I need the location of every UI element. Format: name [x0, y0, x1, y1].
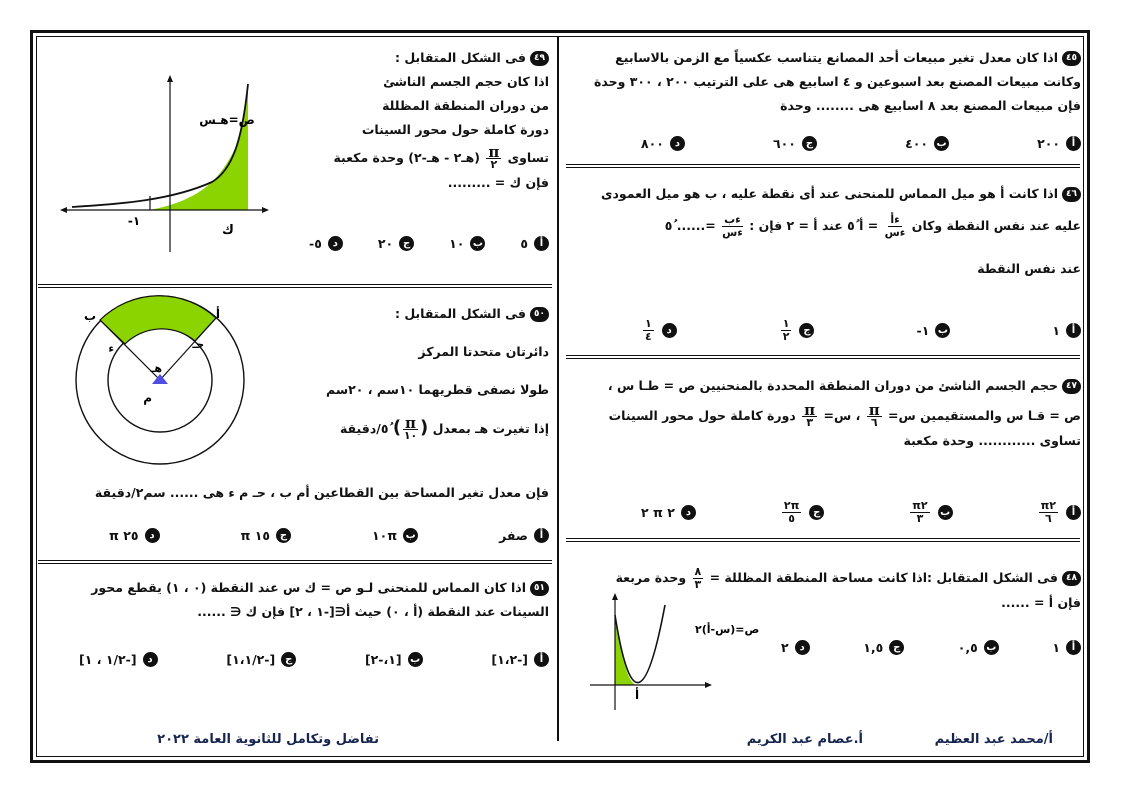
- minus-one-label: ١-: [127, 214, 141, 228]
- curve-label: ص=(س-أ)٢: [695, 623, 760, 636]
- k-label: ك: [222, 223, 234, 238]
- divider: [566, 164, 1080, 168]
- divider: [38, 284, 552, 288]
- option-d[interactable]: د ٥-: [309, 236, 343, 251]
- option-d[interactable]: د $\frac{١}{٤}$: [641, 318, 677, 343]
- option-b[interactable]: ب $\frac{\pi ٢}{٣}$: [908, 500, 952, 525]
- divider: [566, 355, 1080, 359]
- x-arrow: [705, 682, 712, 688]
- option-d[interactable]: د ٢٥ π: [109, 528, 160, 543]
- option-c[interactable]: ج $\frac{١}{٢}$: [779, 318, 815, 343]
- label-a: أ: [215, 307, 220, 321]
- option-c[interactable]: ج $\frac{٢\pi}{٥}$: [780, 500, 824, 525]
- question-45: ٤٥اذا كان معدل تغير مبيعات أحد المصانع يتناسب عكسياً مع الزمن بالاسابيع وكانت مبيعات المصنع بعد اسبوعين و ٤ اسابيع هى على الترتيب ٢٠٠ ، ٣٠٠ وحدة فإن مبيعات المصنع بعد ٨ اسابيع هى ........ وحدة: [594, 50, 1081, 113]
- option-a[interactable]: أ [-١،٢]: [491, 652, 549, 667]
- fraction-dy-dx: $\frac{\text{ءأ}}{\text{ءس}}$: [884, 213, 906, 239]
- question-47: ٤٧حجم الجسم الناشئ من دوران المنطقة المحددة بالمنحنيين ص = طـا س ، ص = قـا س والمستقيمين س= $\frac{\pi}{٦}$ ، س= $\frac{\pi}{٣}$ دورة كاملة حول محور السينات تساوى ............ وحدة مكعبة: [607, 378, 1081, 448]
- question-48: ٤٨فى الشكل المتقابل :اذا كانت مساحة المنطقة المظللة = $\frac{٨}{٣}$ وحدة مربعة فإن أ = ......: [615, 565, 1081, 610]
- option-a[interactable]: أ ٢٠٠: [1037, 136, 1081, 151]
- option-a[interactable]: أ ٥: [520, 236, 549, 251]
- label-b: ب: [83, 309, 96, 323]
- option-c[interactable]: ج ٢٠: [378, 236, 414, 251]
- teacher-1: أ/محمد عبد العظيم: [934, 732, 1053, 747]
- option-b[interactable]: ب ٠,٥: [958, 640, 999, 655]
- question-51: ٥١اذا كان المماس للمنحنى لـو ص = ك س عند النقطة (٠ ، ١) يقطع محور السينات عند النقطة (أ ، ٠) حيث أ∈[-١ ، ٢] فإن ك ∈ ......: [91, 580, 549, 619]
- option-d[interactable]: د [-١/٢ ، ١]: [79, 652, 158, 667]
- option-d[interactable]: د ٢ π ٢: [641, 500, 696, 525]
- question-50-final-line: فإن معدل تغير المساحة بين القطاعين أم ب ، حـ م ء هى ...... سم٢/دقيقة: [94, 485, 549, 500]
- question-47-options: [641, 500, 1081, 525]
- y-arrow: [612, 593, 618, 600]
- option-d[interactable]: د ٨٠٠: [641, 136, 685, 151]
- option-c[interactable]: ج ٦٠٠: [773, 136, 817, 151]
- option-b[interactable]: ب ١٠π: [372, 528, 418, 543]
- question-45-options: [641, 136, 1081, 151]
- question-51-options: [79, 652, 549, 667]
- option-b[interactable]: ب ١-: [917, 318, 951, 343]
- option-c[interactable]: ج [-١،١/٢]: [226, 652, 296, 667]
- parabola-figure: [585, 595, 760, 715]
- curve-label: ص=هـس: [199, 113, 255, 127]
- question-49: ٤٩فى الشكل المتقابل : اذا كان حجم الجسم الناشئ من دوران المنطقة المظللة دورة كاملة حول محور السينات تساوى $\frac{\pi}{٢}$ (هـ٢ - هـ-٢) وحدة مكعبة فإن ك = .........: [333, 50, 549, 190]
- fraction-db-ds: $\frac{\text{ءب}}{\text{ءس}}$: [722, 213, 743, 239]
- shaded-region: [615, 615, 637, 685]
- question-50-options: [109, 528, 549, 543]
- option-b[interactable]: ب ٤٠٠: [905, 136, 949, 151]
- question-46-options: [641, 318, 1081, 343]
- option-d[interactable]: د ٢: [781, 640, 810, 655]
- center-angle: [152, 374, 168, 384]
- option-a[interactable]: أ ١: [1052, 318, 1081, 343]
- option-a[interactable]: أ ١: [1052, 640, 1081, 655]
- option-b[interactable]: ب [١،-٢]: [365, 652, 423, 667]
- label-m: م: [143, 391, 152, 405]
- question-46: ٤٦اذا كانت أ هو ميل المماس للمنحنى عند أى نقطة عليه ، ب هو ميل العمودى عليه عند نفس النقطة وكان $\frac{\text{ءأ}}{\text{ءس}}$ = أ ٥ُ عند أ = ٢ فإن : $\frac{\text{ءب}}{\text{ءس}}$ =...... ٥ُ عند نفس النقطة: [601, 186, 1081, 276]
- option-a[interactable]: أ $\frac{\pi ٢}{٦}$: [1037, 500, 1081, 525]
- course-title: تفاضل وتكامل للثانوية العامة ٢٠٢٢: [157, 732, 379, 747]
- label-h: هـ: [150, 362, 162, 375]
- exponential-figure: [62, 72, 292, 262]
- question-48-options: [781, 640, 1081, 655]
- label-d: ء: [108, 342, 114, 355]
- teacher-2: أ.عصام عبد الكريم: [746, 732, 863, 747]
- question-50: ٥٠فى الشكل المتقابل : دائرتان متحدتا المركز طولا نصفى قطريهما ١٠سم ، ٢٠سم إذا تغيرت هـ بمعدل ( $\frac{\pi}{١٠}$ ) ٥ُ/دقيقة: [326, 306, 549, 442]
- divider: [566, 538, 1080, 542]
- option-c[interactable]: ج ١,٥: [863, 640, 904, 655]
- question-49-options: [309, 236, 549, 251]
- divider: [38, 560, 552, 564]
- concentric-circles-figure: [70, 302, 250, 472]
- option-a[interactable]: أ صفر: [499, 528, 549, 543]
- point-a-label: أ: [634, 688, 640, 702]
- label-c: حـ: [192, 338, 204, 351]
- column-divider: [557, 36, 559, 741]
- option-c[interactable]: ج ١٥ π: [241, 528, 292, 543]
- option-b[interactable]: ب ١٠: [449, 236, 485, 251]
- question-number: ٤٥: [1062, 51, 1081, 66]
